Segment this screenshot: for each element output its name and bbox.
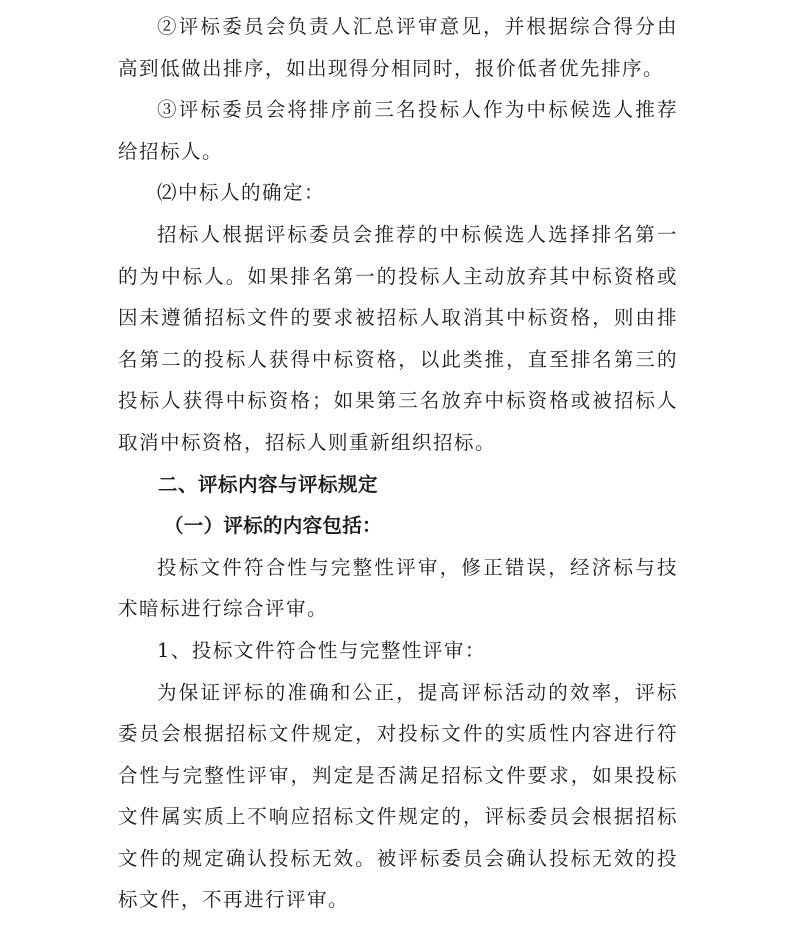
paragraph-winner-determination-rules: 招标人根据评标委员会推荐的中标候选人选择排名第一的为中标人。如果排名第一的投标人主动放弃其中标资格或因未遵循招标文件的要求被招标人取消其中标资格，则由排名第二的投标人获得中标资格，以此类推，直至排名第三的投标人获得中标资格；如果第三名放弃中标资格或被招标人取消中标资格，招标人则重新组织招标。 (118, 222, 678, 454)
section-heading-evaluation-content: 二、评标内容与评标规定 (158, 472, 379, 496)
paragraph-winner-determination-title: ⑵中标人的确定： (157, 181, 326, 205)
document-body (118, 6, 678, 921)
paragraph-ranking-summary: ②评标委员会负责人汇总评审意见，并根据综合得分由高到低做出排序，如出现得分相同时，报价低者优先排序。 (118, 15, 678, 80)
subsection-heading-evaluation-includes: （一）评标的内容包括： (164, 514, 382, 538)
paragraph-compliance-review-rules: 为保证评标的准确和公正，提高评标活动的效率，评标委员会根据招标文件规定，对投标文件的实质性内容进行符合性与完整性评审，判定是否满足招标文件要求，如果投标文件属实质上不响应招标文件规定的，评标委员会根据招标文件的规定确认投标无效。被评标委员会确认投标无效的投标文件，不再进行评审。 (118, 680, 678, 912)
paragraph-evaluation-scope: 投标文件符合性与完整性评审，修正错误，经济标与技术暗标进行综合评审。 (118, 555, 678, 621)
paragraph-compliance-review-title: 1、投标文件符合性与完整性评审： (157, 638, 486, 662)
paragraph-top-three-candidates: ③评标委员会将排序前三名投标人作为中标候选人推荐给招标人。 (118, 98, 678, 163)
